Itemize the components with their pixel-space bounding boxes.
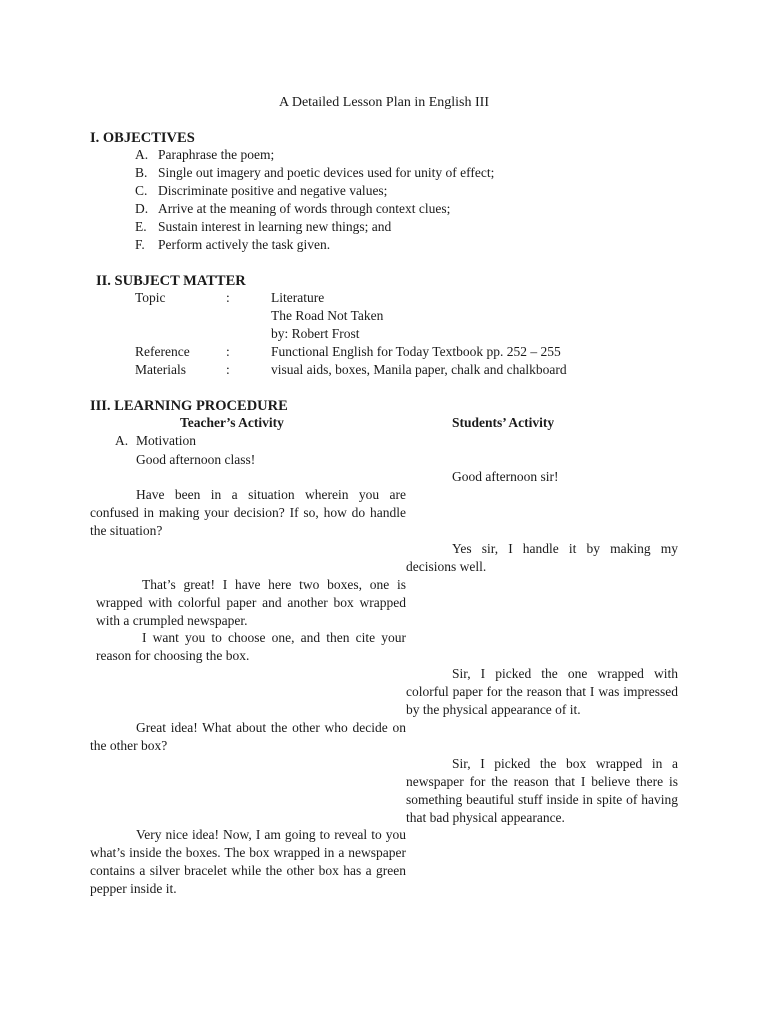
objective-item — [135, 236, 494, 254]
subject-matter-value: Functional English for Today Textbook pp. 252 – 255 — [271, 344, 561, 359]
subject-matter-label: Materials — [135, 362, 186, 377]
objective-letter: D. — [135, 201, 149, 216]
objective-item — [135, 182, 494, 200]
objective-letter: C. — [135, 183, 148, 198]
objective-item — [135, 200, 494, 218]
objective-text: Single out imagery and poetic devices used for unity of effect; — [158, 165, 495, 180]
subject-matter-heading: II. SUBJECT MATTER — [96, 273, 246, 289]
objective-letter: A. — [135, 147, 149, 162]
teacher-reveal-paragraph: Very nice idea! Now, I am going to reveal to you what’s inside the boxes. The box wrapped in a newspaper contains a silver bracelet while the other box has a green pepper inside it. — [90, 827, 406, 896]
objectives-heading: I. OBJECTIVES — [90, 130, 195, 146]
objective-text: Sustain interest in learning new things; and — [158, 219, 392, 234]
objective-letter: E. — [135, 219, 147, 234]
subject-matter-colon: : — [226, 290, 230, 305]
students-activity-heading: Students’ Activity — [452, 415, 555, 430]
objective-item — [135, 218, 494, 236]
student-reply-paragraph: Sir, I picked the one wrapped with colorful paper for the reason that I was impressed by the physical appearance of it. — [406, 666, 678, 717]
subject-matter-label: Topic — [135, 290, 166, 305]
student-greeting: Good afternoon sir! — [452, 469, 559, 484]
subject-matter-colon: : — [226, 344, 230, 359]
document-title: A Detailed Lesson Plan in English III — [279, 95, 489, 110]
objective-text: Discriminate positive and negative values; — [158, 183, 388, 198]
teacher-boxes-paragraph: That’s great! I have here two boxes, one is wrapped with colorful paper and another box wrapped with a crumpled newspaper. — [96, 577, 406, 628]
subject-matter-value: The Road Not Taken — [271, 308, 384, 323]
teacher-question-paragraph: Have been in a situation wherein you are confused in making your decision? If so, how do handle the situation? — [90, 487, 406, 538]
subject-matter-value: Literature — [271, 290, 325, 305]
teacher-choose-paragraph: I want you to choose one, and then cite your reason for choosing the box. — [96, 630, 406, 663]
subject-matter-value: by: Robert Frost — [271, 326, 360, 341]
objective-item — [135, 164, 494, 182]
objective-item — [135, 146, 494, 164]
objective-text: Perform actively the task given. — [158, 237, 331, 252]
teacher-greeting: Good afternoon class! — [136, 452, 256, 467]
subject-matter-value: visual aids, boxes, Manila paper, chalk and chalkboard — [271, 362, 567, 377]
teacher-activity-heading: Teacher’s Activity — [180, 415, 284, 430]
objective-text: Arrive at the meaning of words through context clues; — [158, 201, 451, 216]
objective-letter: F. — [135, 237, 145, 252]
teacher-followup-paragraph: Great idea! What about the other who decide on the other box? — [90, 720, 406, 753]
subject-matter-label: Reference — [135, 344, 190, 359]
section-title-motivation: Motivation — [136, 433, 196, 448]
subject-matter-colon: : — [226, 362, 230, 377]
student-reply-paragraph: Yes sir, I handle it by making my decisions well. — [406, 541, 678, 574]
learning-procedure-heading: III. LEARNING PROCEDURE — [90, 398, 288, 414]
student-reply-paragraph: Sir, I picked the box wrapped in a newspaper for the reason that I believe there is something beautiful stuff inside in spite of having that bad physical appearance. — [406, 756, 678, 825]
objective-text: Paraphrase the poem; — [158, 147, 275, 162]
objectives-list — [135, 146, 494, 254]
objective-letter: B. — [135, 165, 148, 180]
section-letter: A. — [115, 433, 129, 448]
